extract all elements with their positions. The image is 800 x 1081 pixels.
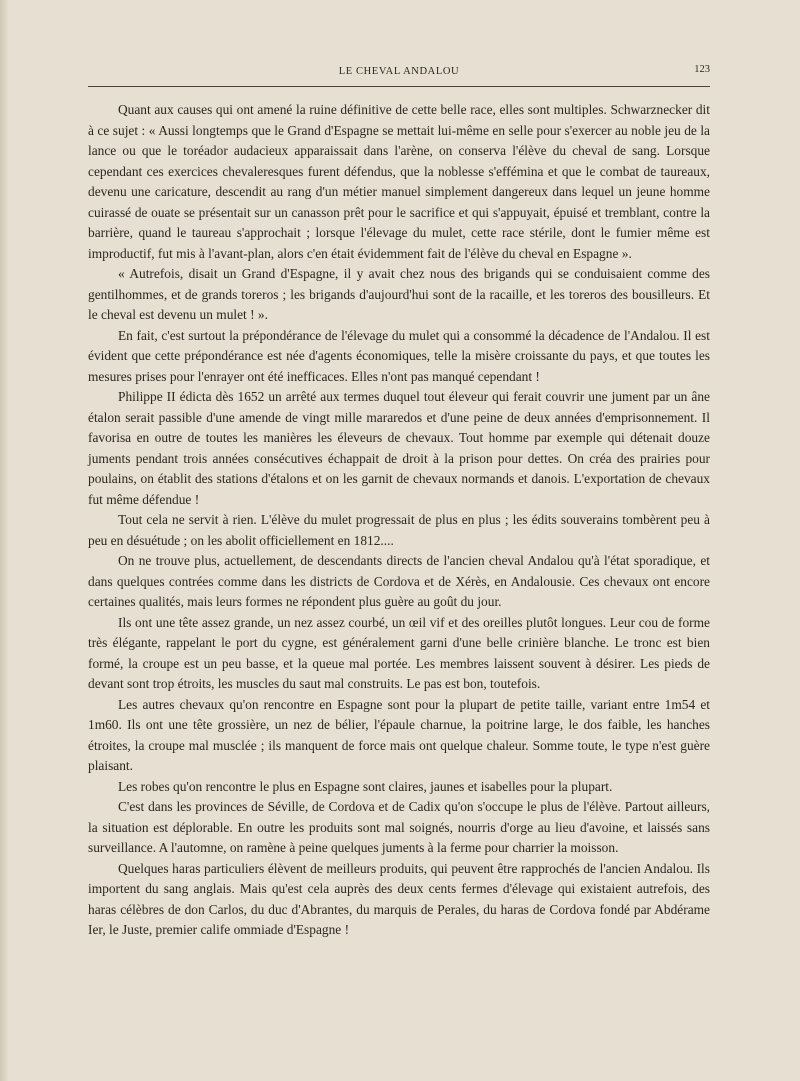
paragraph: En fait, c'est surtout la prépondérance de l'élevage du mulet qui a consommé la décadence de l'Andalou. Il est évident que cette prépondérance est née d'agents économiques, telle la misère croissante du pays, et que toutes les mesures prises pour l'enrayer ont été inefficaces. Elles n'ont pas manqué cependant ! — [88, 327, 710, 384]
paragraph: Philippe II édicta dès 1652 un arrêté aux termes duquel tout éleveur qui ferait couvrir une jument par un âne étalon serait passible d'une amende de vingt mille mararedos et d'une peine de deux années d'emprisonnement. Il favorisa en outre de toutes les manières les éleveurs de chevaux. Tout homme par exemple qui détenait douze juments pendant trois années consécutives échappait de droit à la prison pour dettes. On créa des prairies pour poulains, on établit des stations d'étalons et on les garnit de chevaux normands et danois. L'exportation de chevaux fut même défendue ! — [88, 389, 710, 507]
page-number: 123 — [694, 64, 710, 75]
paragraph: Quelques haras particuliers élèvent de meilleurs produits, qui peuvent être rapprochés de l'ancien Andalou. Ils importent du sang anglais. Mais qu'est cela auprès des deux cents fermes d'élevage qui existaient autrefois, des haras célèbres de don Carlos, du duc d'Abrantes, du marquis de Perales, du haras de Cordova fondé par Abdérame Ier, le Juste, premier calife ommiade d'Espagne ! — [88, 860, 710, 937]
page-header — [88, 64, 710, 84]
paragraph: Tout cela ne servit à rien. L'élève du mulet progressait de plus en plus ; les édits souverains tombèrent peu à peu en désuétude ; on les abolit officiellement en 1812.... — [88, 512, 710, 548]
header-rule — [88, 86, 710, 87]
paragraph: Les robes qu'on rencontre le plus en Espagne sont claires, jaunes et isabelles pour la plupart. — [118, 778, 613, 794]
paragraph: On ne trouve plus, actuellement, de descendants directs de l'ancien cheval Andalou qu'à l'état sporadique, et dans quelques contrées comme dans les districts de Cordova et de Xérès, en Andalousie. Ces chevaux ont encore certaines qualités, mais leurs formes ne répondent plus guère au goût du jour. — [88, 553, 710, 609]
paragraph: « Autrefois, disait un Grand d'Espagne, il y avait chez nous des brigands qui se conduisaient comme des gentilhommes, et de grands toreros ; les brigands d'aujourd'hui sont de la racaille, et les toreros des bousilleurs. Et le cheval est devenu un mulet ! ». — [88, 266, 710, 322]
paragraph: Les autres chevaux qu'on rencontre en Espagne sont pour la plupart de petite taille, variant entre 1m54 et 1m60. Ils ont une tête grossière, un nez de bélier, l'épaule charnue, la poitrine large, le dos faible, les hanches étroites, la croupe mal musclée ; ils manquent de force mais ont quelque chaleur. Somme toute, le type n'est guère plaisant. — [88, 696, 710, 773]
page-edge — [0, 0, 8, 1081]
paragraph: C'est dans les provinces de Séville, de Cordova et de Cadix qu'on s'occupe le plus de l'élève. Partout ailleurs, la situation est déplorable. En outre les produits sont mal soignés, nourris d'orge au lieu d'avoine, et laissés sans surveillance. A l'automne, on ramène à peine quelques juments à la ferme pour charrier la moisson. — [88, 799, 710, 855]
paragraph: Quant aux causes qui ont amené la ruine définitive de cette belle race, elles sont multiples. Schwarznecker dit à ce sujet : « Aussi longtemps que le Grand d'Espagne se mettait lui-même en selle pour s'exercer au noble jeu de la lance ou que le toréador audacieux apparaissait dans l'arène, on conserva l'élève du cheval de sang. Lorsque cependant ces exercices chevaleresques furent défendus, que la noblesse s'efféminа et que le combat de taureaux, devenu une caricature, descendit au rang d'un métier manuel simplement dangereux dans lequel un jeune homme cuirassé de ouate se présentait sur un canasson prêt pour le sacrifice et qui s'appuyait, épuisé et tremblant, contre la barrière, quand le taureau s'approchait ; lorsque l'élevage du mulet, cette race stérile, dont le fumier même est improductif, fut mis à l'avant-plan, alors c'en était évidemment fait de l'élève du cheval en Espagne ». — [88, 102, 710, 261]
body-text — [88, 100, 710, 941]
paragraph: Ils ont une tête assez grande, un nez assez courbé, un œil vif et des oreilles plutôt longues. Leur cou de forme très élégante, rappelant le port du cygne, est généralement garni d'une belle crinière blanche. Le tronc est bien formé, la croupe est un peu basse, et la queue mal portée. Les membres laissent souvent à désirer. Les pieds de devant sont trop étroits, les muscles du saut mal construits. Le pas est bon, toutefois. — [88, 614, 710, 691]
running-title: LE CHEVAL ANDALOU — [338, 66, 460, 77]
